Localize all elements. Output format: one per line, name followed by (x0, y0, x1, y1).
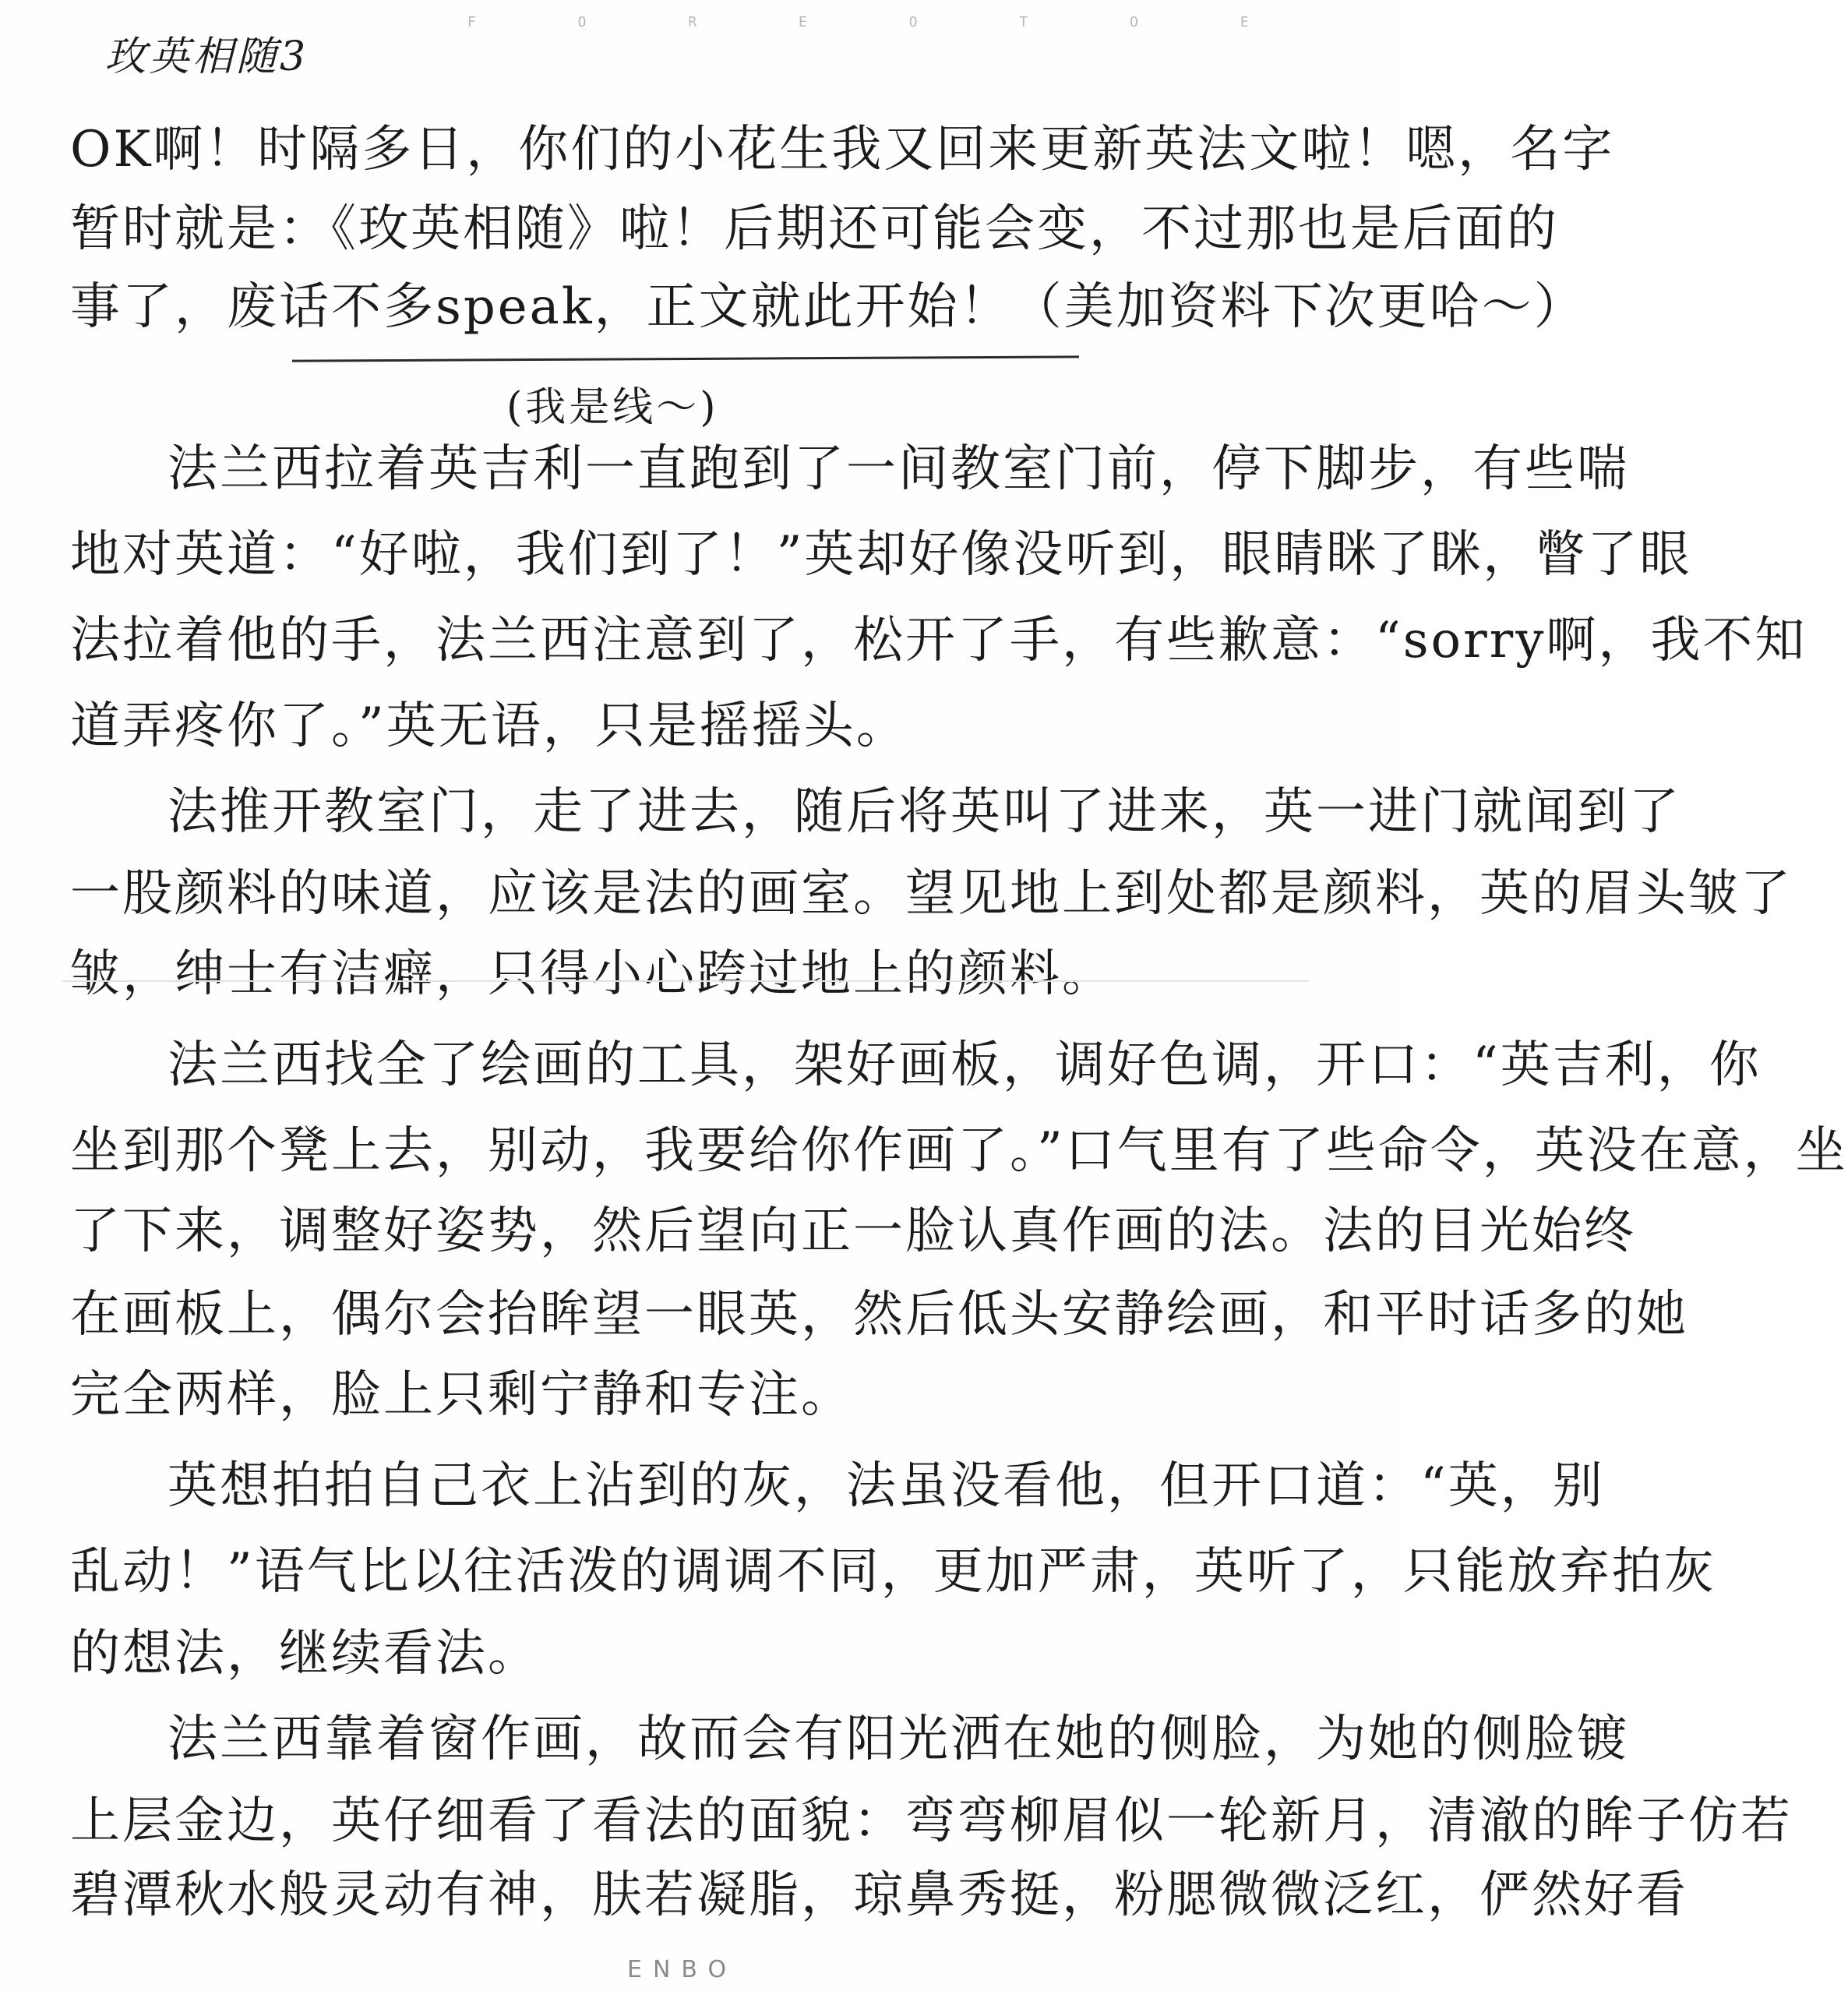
text-line: 皱，绅士有洁癖，只得小心跨过地上的颜料。 (70, 945, 1114, 1003)
text-line: 法兰西找全了绘画的工具，架好画板，调好色调，开口：“英吉利，你 (168, 1036, 1762, 1094)
page-title: 玫英相随3 (105, 34, 309, 80)
text-line: 英想拍拍自己衣上沾到的灰，法虽没看他，但开口道：“英，别 (168, 1457, 1605, 1515)
text-line: 法兰西拉着英吉利一直跑到了一间教室门前，停下脚步，有些喘 (168, 440, 1629, 498)
text-line: 事了，废话不多speak，正文就此开始！（美加资料下次更哈～） (70, 278, 1586, 336)
text-line: 乱动！”语气比以往活泼的调调不同，更加严肃，英听了，只能放弃拍灰 (70, 1543, 1716, 1601)
separator-rule (292, 355, 1079, 362)
separator-label: (我是线～) (506, 384, 719, 431)
text-line: 在画板上，偶尔会抬眸望一眼英，然后低头安静绘画，和平时话多的她 (70, 1286, 1688, 1344)
text-line: 碧潭秋水般灵动有神，肤若凝脂，琼鼻秀挺，粉腮微微泛红，俨然好看 (70, 1866, 1688, 1924)
text-line: 了下来，调整好姿势，然后望向正一脸认真作画的法。法的目光始终 (70, 1202, 1636, 1260)
text-line: 地对英道：“好啦，我们到了！”英却好像没听到，眼睛眯了眯，瞥了眼 (70, 526, 1692, 584)
text-line: 的想法，继续看法。 (70, 1625, 540, 1683)
fold-line (62, 980, 1309, 982)
text-line: 法拉着他的手，法兰西注意到了，松开了手，有些歉意：“sorry啊，我不知 (70, 612, 1807, 669)
text-line: 上层金边，英仔细看了看法的面貌：弯弯柳眉似一轮新月，清澈的眸子仿若 (70, 1792, 1793, 1850)
text-line: 一股颜料的味道，应该是法的画室。望见地上到处都是颜料，英的眉头皱了 (70, 865, 1793, 923)
top-print-marks: F O R E O T O E (467, 14, 1296, 30)
text-line: 暂时就是：《玫英相随》啦！后期还可能会变，不过那也是后面的 (70, 200, 1559, 258)
text-line: OK啊！时隔多日，你们的小花生我又回来更新英法文啦！嗯，名字 (70, 121, 1615, 178)
text-line: 完全两样，脸上只剩宁静和专注。 (70, 1366, 853, 1424)
text-line: 法推开教室门，走了进去，随后将英叫了进来，英一进门就闻到了 (168, 783, 1681, 841)
text-line: 道弄疼你了。”英无语，只是摇摇头。 (70, 697, 908, 755)
text-line: 法兰西靠着窗作画，故而会有阳光洒在她的侧脸，为她的侧脸镀 (168, 1711, 1629, 1768)
text-line: 坐到那个凳上去，别动，我要给你作画了。”口气里有了些命令，英没在意，坐 (70, 1122, 1848, 1180)
footer-brand: ENBO (627, 1956, 738, 1983)
